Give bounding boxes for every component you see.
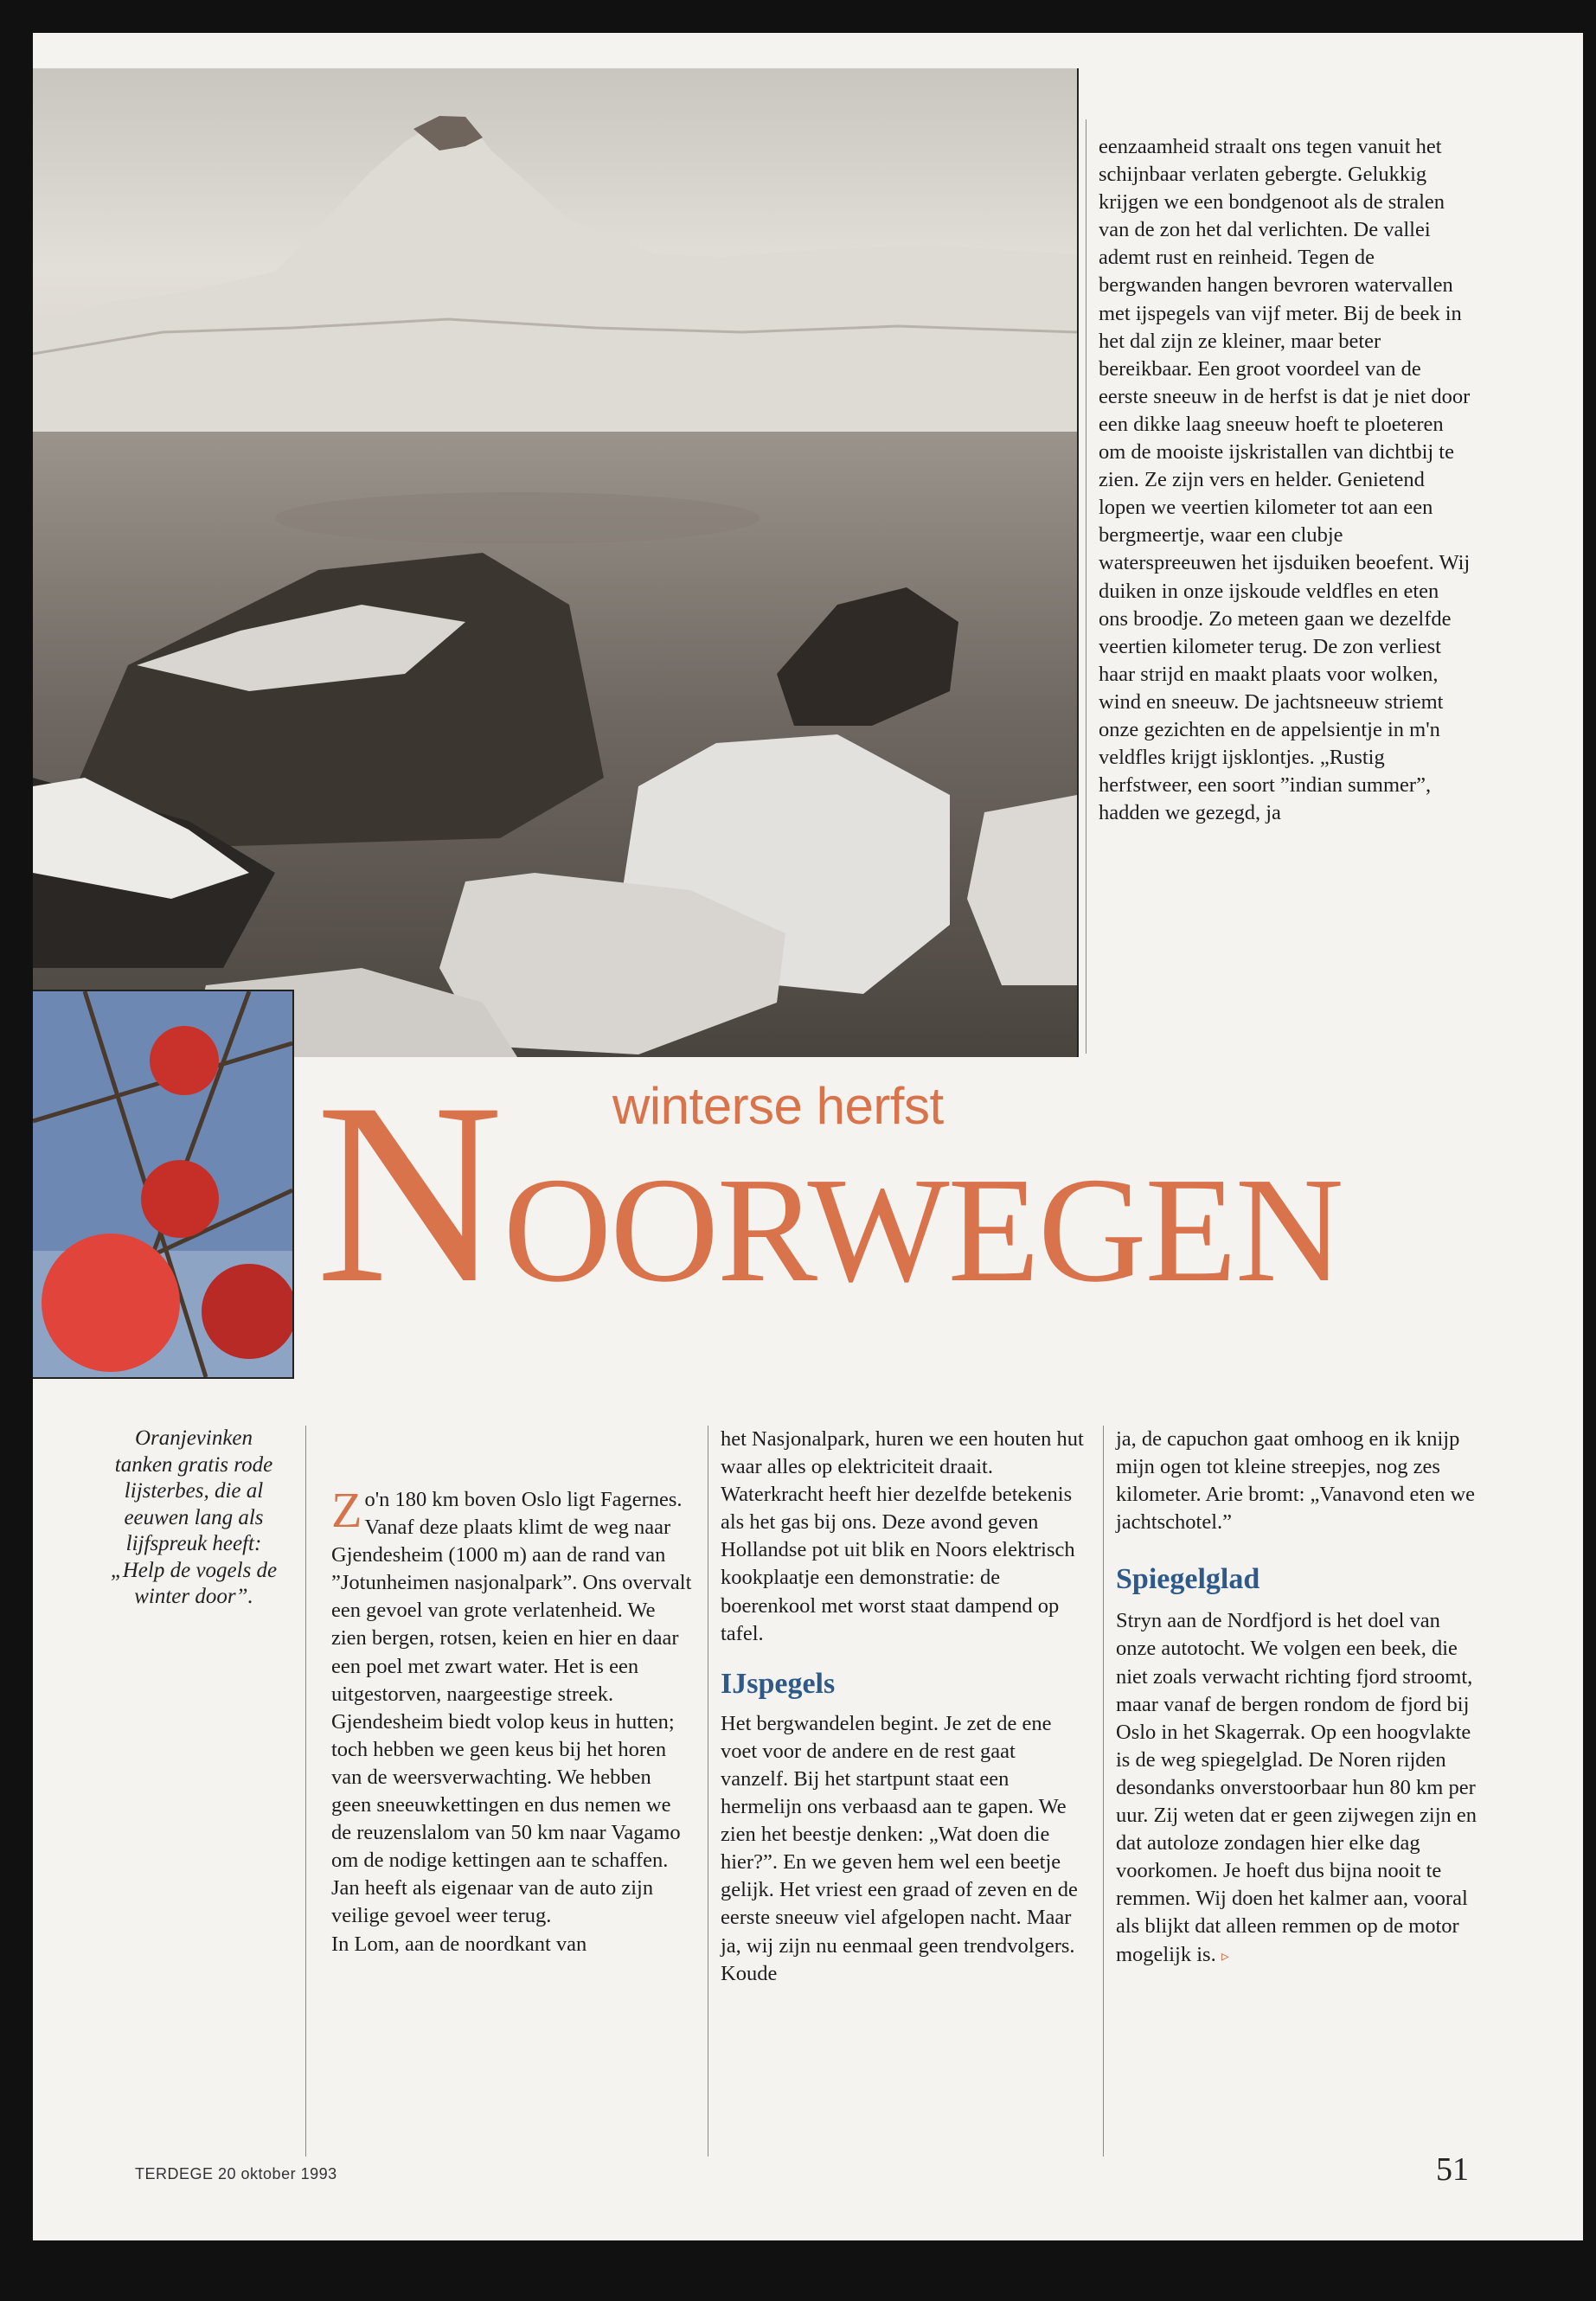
- photo-caption: Oranjevinken tanken gratis rode lijsterbes, die al eeuwen lang als lijfspreuk heeft: „Help de vogels de winter door”.: [110, 1426, 278, 1608]
- photo-boulder-large: [76, 553, 604, 847]
- title-rest: OORWEGEN: [503, 1146, 1343, 1313]
- photo-berries-illustration: [33, 991, 292, 1377]
- subheading-spiegelglad: Spiegelglad: [1116, 1563, 1260, 1596]
- col3-paragraph-2: [1116, 1607, 1479, 1969]
- article-title: [316, 1049, 1343, 1336]
- article-text-right-column: [1099, 133, 1471, 827]
- col3-paragraph-1: ja, de capuchon gaat omhoog en ik knijp mijn ogen tot kleine streepjes, nog zes kilometer. Arie bromt: „Vanavond eten we jachtschotel.”: [1116, 1427, 1476, 1535]
- subheading-ijspegels: IJspegels: [721, 1667, 836, 1700]
- magazine-page: [33, 33, 1583, 2240]
- col1-paragraph-1: [331, 1482, 695, 1708]
- hero-photo-frozen-lake: [33, 68, 1079, 1057]
- right-column-paragraph: eenzaamheid straalt ons tegen vanuit het schijnbaar verlaten gebergte. Gelukkig krijgen we een bondgenoot als de stralen van de zon het dal verlichten. De vallei ademt rust en reinheid. Tegen de bergwanden hangen bevroren watervallen met ijspegels van vijf meter. Bij de beek in het dal zijn ze kleiner, maar beter bereikbaar. Een groot voordeel van de eerste sneeuw in de herfst is dat je niet door een dikke laag sneeuw hoeft te ploeteren om de mooiste ijskristallen van dichtbij te zien. Ze zijn vers en helder. Genietend lopen we veertien kilometer tot aan een bergmeertje, waar een clubje waterspreeuwen het ijsduiken beoefent. Wij duiken in onze ijskoude veldfles en eten ons broodje. Zo meteen gaan we dezelfde veertien kilometer terug. De zon verliest haar strijd en maakt plaats voor wolken, wind en sneeuw. De jachtsneeuw striemt onze gezichten en de appelsientje in m'n veldfles krijgt ijsklontjes. „Rustig herfstweer, een soort ”indian summer”, hadden we gezegd, ja: [1099, 135, 1471, 825]
- title-initial: N: [316, 1049, 503, 1336]
- column-rule-1: [305, 1426, 306, 2157]
- photo-berry-cluster-low: [202, 1264, 292, 1359]
- article-column-2: [721, 1426, 1084, 1988]
- photo-snow-boulder-edge: [967, 795, 1077, 985]
- article-column-1: [331, 1482, 695, 1958]
- column-rule-3: [1103, 1426, 1104, 2157]
- photo-berry-blur: [42, 1234, 180, 1372]
- footer-publication: TERDEGE 20 oktober 1993: [135, 2165, 337, 2182]
- col1-text-1: o'n 180 km boven Oslo ligt Fagernes. Vanaf deze plaats klimt de weg naar Gjendesheim (1000 m) aan de rand van ”Jotunheimen nasjonalpark”. Ons overvalt een gevoel van grote verlatenheid. We zien bergen, rotsen, keien en hier en daar een poel met zwart water. Het is een uitgestorven, naargeestige streek.: [331, 1488, 692, 1706]
- berry-photo-bullfinch-rowan: [33, 990, 294, 1379]
- page-number: 51: [1436, 2151, 1469, 2188]
- photo-landscape-illustration: [33, 68, 1077, 1057]
- photo-mountain-reflection: [275, 492, 760, 544]
- photo-berry-cluster-top: [150, 1026, 219, 1095]
- end-mark-icon: ▹: [1221, 1946, 1229, 1965]
- col3-text-2: Stryn aan de Nordfjord is het doel van onze autotocht. We volgen een beek, die niet zoals verwacht richting fjord stroomt, maar vanaf de bergen rondom de fjord bij Oslo in het Skagerrak. Op een hoogvlakte is de weg spiegelglad. De Noren rijden desondanks onverstoorbaar hun 80 km per uur. Zij weten dat er geen zijwegen zijn en dat autoloze zondagen hier elke dag voorkomen. Je hoeft dus bijna nooit te remmen. Wij doen het kalmer aan, vooral als blijkt dat alleen remmen op de motor mogelijk is.: [1116, 1609, 1477, 1966]
- drop-cap: Z: [331, 1482, 362, 1538]
- photo-berry-cluster-mid: [141, 1160, 219, 1238]
- photo-boulder-right: [777, 587, 958, 726]
- col2-paragraph-2: Het bergwandelen begint. Je zet de ene voet voor de andere en de rest gaat vanzelf. Bij het startpunt staat een hermelijn ons verbaasd aan te gapen. We zien het beestje denken: „Wat doen die hier?”. En we geven hem wel een beetje gelijk. Het vriest een graad of zeven en de eerste sneeuw viel afgelopen nacht. Maar ja, wij zijn nu eenmaal geen trendvolgers. Koude: [721, 1711, 1078, 1985]
- col1-paragraph-2: Gjendesheim biedt volop keus in hutten; toch hebben we geen keus bij het horen van de weersverwachting. We hebben geen sneeuwkettingen en dus nemen we de reuzenslalom van 50 km naar Vagamo om de nodige kettingen aan te schaffen. Jan heeft als eigenaar van de auto zijn veilige gevoel weer terug.: [331, 1709, 681, 1928]
- title-subtitle: winterse herfst: [612, 1077, 944, 1135]
- col1-paragraph-3: In Lom, aan de noordkant van: [331, 1932, 587, 1956]
- photo-snowy-mountain: [33, 119, 1077, 432]
- col2-paragraph-1: het Nasjonalpark, huren we een houten hut waar alles op elektriciteit draait. Waterkracht heeft hier dezelfde betekenis als het gas bij ons. Deze avond geven Hollandse pot uit blik en Noors elektrisch kookplaatje een demonstratie: de boerenkool met worst staat dampend op tafel.: [721, 1427, 1084, 1645]
- article-column-3: [1116, 1426, 1479, 1970]
